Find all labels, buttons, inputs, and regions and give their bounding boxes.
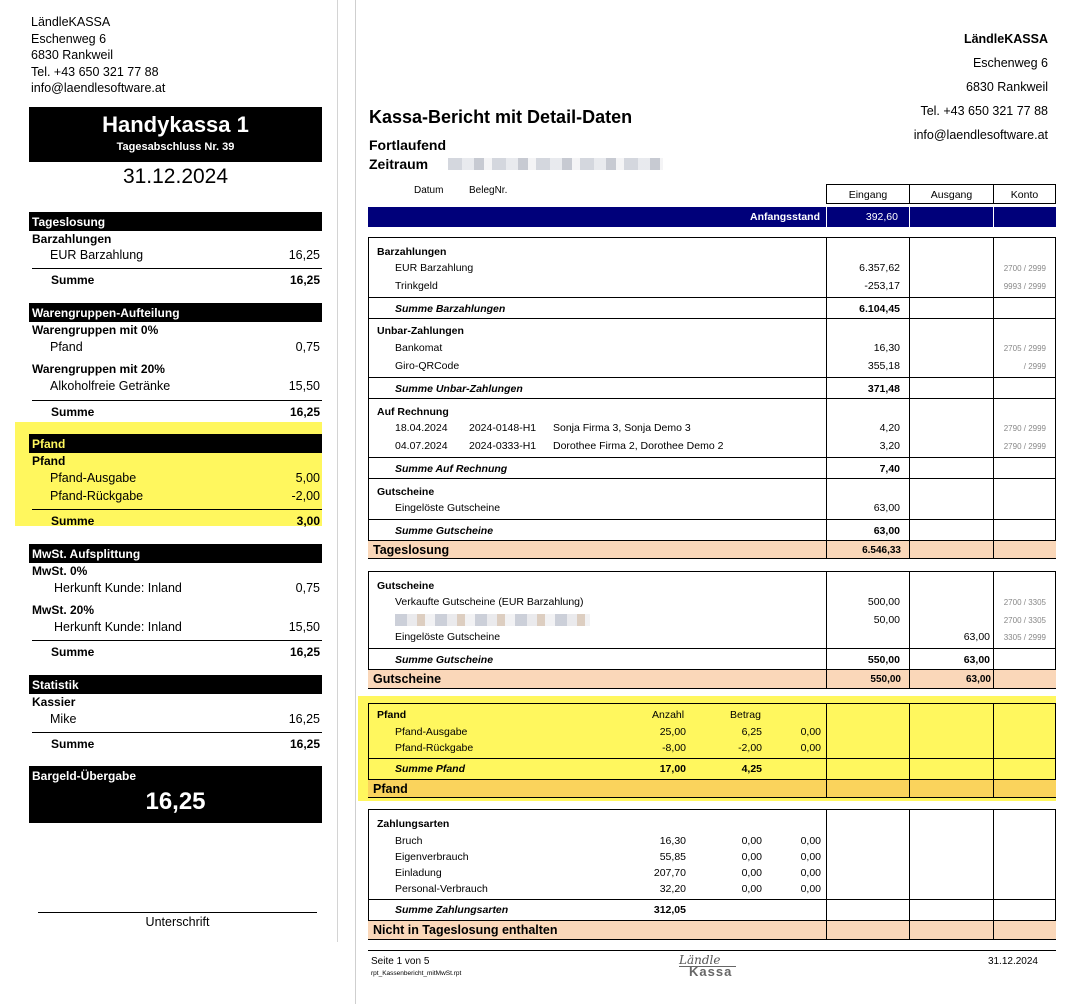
group-zahlungsarten: Zahlungsarten	[377, 818, 450, 830]
sum-value: 371,48	[867, 383, 900, 395]
block-top-line	[368, 571, 1056, 572]
row-label: Pfand-Rückgabe	[395, 742, 474, 754]
sum-anzahl: 17,00	[659, 763, 686, 775]
report-company-street: Eschenweg 6	[972, 56, 1048, 70]
row-label: Eigenverbrauch	[395, 851, 469, 863]
report-company-name: LändleKASSA	[963, 32, 1048, 46]
tageslosung-total-value: 6.546,33	[862, 545, 901, 556]
receipt-sum-value: 3,00	[296, 514, 320, 528]
report-company-email: info@laendlesoftware.at	[913, 128, 1048, 142]
col-sep	[826, 207, 827, 227]
row-date: 18.04.2024	[395, 422, 448, 434]
receipt-group-pfand: Pfand	[32, 454, 66, 468]
col-sep	[826, 920, 827, 940]
col-sep	[909, 920, 910, 940]
receipt-sum	[32, 509, 322, 528]
receipt-sum	[32, 640, 322, 659]
block-top-line	[368, 703, 1056, 704]
receipt-sum-value: 16,25	[289, 737, 320, 751]
sum-line	[368, 899, 1056, 900]
row-beleg: 2024-0333-H1	[469, 440, 537, 452]
row-b: 0,00	[741, 835, 762, 847]
nicht-in-tageslosung-label: Nicht in Tageslosung enthalten	[373, 923, 558, 937]
row-label: Giro-QRCode	[395, 360, 460, 372]
group-gutscheine-2: Gutscheine	[377, 580, 435, 592]
row-extra: 0,00	[800, 726, 821, 738]
tageslosung-total-row	[368, 540, 1056, 559]
receipt-title: Handykassa 1	[102, 112, 249, 137]
row-anzahl: 25,00	[659, 726, 686, 738]
anfangsstand-label: Anfangsstand	[749, 211, 820, 223]
report-subtitle-fortlaufend: Fortlaufend	[369, 137, 446, 153]
receipt-line	[54, 620, 320, 634]
col-anzahl: Anzahl	[652, 709, 685, 721]
row-name: Dorothee Firma 2, Dorothee Demo 2	[553, 440, 724, 452]
report-title: Kassa-Bericht mit Detail-Daten	[369, 107, 633, 127]
row-label: Pfand-Ausgabe	[395, 726, 468, 738]
sum-label: Summe Auf Rechnung	[395, 463, 508, 475]
receipt-sum	[32, 732, 322, 751]
receipt-section-mwst: MwSt. Aufsplittung	[29, 544, 322, 563]
receipt-date: 31.12.2024	[122, 165, 229, 188]
row-label: EUR Barzahlung	[395, 262, 474, 274]
row-label: Eingelöste Gutscheine	[395, 631, 501, 643]
row-konto: 2705 / 2999	[1003, 344, 1046, 353]
receipt-group-mwst0: MwSt. 0%	[32, 564, 88, 578]
row-betrag: -2,00	[738, 742, 762, 754]
receipt-line-label: Pfand-Ausgabe	[50, 471, 137, 485]
receipt-sum-label: Summe	[51, 737, 95, 751]
receipt-company-city: 6830 Rankweil	[31, 48, 113, 62]
receipt-line-label: Pfand-Rückgabe	[50, 489, 144, 503]
logo-bottom-text: Kassa	[689, 964, 733, 979]
row-beleg: 2024-0148-H1	[469, 422, 537, 434]
sum-value: 7,40	[879, 463, 900, 475]
gutscheine-total-eingang: 550,00	[870, 674, 901, 685]
row-konto: 2790 / 2999	[1003, 442, 1046, 451]
row-label: Verkaufte Gutscheine (EUR Barzahlung)	[395, 596, 584, 608]
redacted-row-label	[395, 614, 590, 626]
row-eingang: 3,20	[879, 440, 900, 452]
receipt-sum-label: Summe	[51, 645, 95, 659]
receipt-group-barzahlungen: Barzahlungen	[32, 232, 112, 246]
receipt-sum-value: 16,25	[289, 273, 320, 287]
footer-date: 31.12.2024	[987, 956, 1038, 967]
receipt-line-value: 0,75	[295, 340, 320, 354]
row-b: 0,00	[741, 883, 762, 895]
row-label: Einladung	[395, 867, 442, 879]
receipt-line-value: 16,25	[288, 712, 320, 726]
signature-label: Unterschrift	[145, 915, 210, 929]
row-a: 207,70	[653, 867, 686, 879]
receipt-sum-value: 16,25	[289, 645, 320, 659]
receipt-subtitle: Tagesabschluss Nr. 39	[116, 141, 235, 153]
receipt-company-name: LändleKASSA	[31, 15, 111, 29]
row-label: Personal-Verbrauch	[395, 883, 488, 895]
receipt-section-statistik: Statistik	[29, 675, 322, 694]
row-c: 0,00	[800, 867, 821, 879]
row-a: 32,20	[659, 883, 686, 895]
receipt-section-warengruppen: Warengruppen-Aufteilung	[29, 303, 322, 322]
row-eingang: 500,00	[867, 596, 900, 608]
sum-line	[368, 648, 1056, 649]
report-company-address	[914, 27, 1048, 147]
receipt-line	[54, 581, 320, 595]
footer-line	[368, 950, 1056, 951]
receipt-bargeld-label: Bargeld-Übergabe	[32, 769, 137, 783]
col-sep	[826, 669, 827, 689]
col-sep	[993, 669, 994, 689]
receipt-line-value: -2,00	[291, 489, 320, 503]
col-sep	[993, 540, 994, 559]
col-sep	[909, 779, 910, 798]
sum-label: Summe Gutscheine	[395, 525, 494, 537]
row-konto: 2700 / 3305	[1003, 616, 1046, 625]
row-label: Bruch	[395, 835, 423, 847]
report-company-city: 6830 Rankweil	[966, 80, 1048, 94]
gutscheine-total-row	[368, 669, 1056, 689]
col-sep	[826, 540, 827, 559]
receipt-line-value: 15,50	[288, 379, 320, 393]
footer-file: rpt_Kassenbericht_mitMwSt.rpt	[371, 970, 462, 977]
block-top-line	[368, 237, 1056, 238]
receipt-section-pfand	[29, 434, 322, 453]
anfangsstand-value: 392,60	[865, 211, 898, 223]
receipt-section-tageslosung: Tageslosung	[29, 212, 322, 231]
receipt-line-value: 5,00	[295, 471, 320, 485]
row-ausgang: 63,00	[963, 631, 990, 643]
col-betrag: Betrag	[730, 709, 761, 721]
sum-ausgang: 63,00	[963, 654, 990, 666]
receipt-group-kassier: Kassier	[32, 695, 76, 709]
receipt-bargeld-block	[29, 766, 322, 823]
redacted-period	[448, 158, 663, 170]
sum-eingang: 550,00	[867, 654, 900, 666]
sum-line	[368, 377, 1056, 378]
receipt-bargeld-value: 16,25	[145, 788, 206, 815]
receipt-line-label: Herkunft Kunde: Inland	[54, 620, 182, 634]
receipt-company-street: Eschenweg 6	[31, 31, 107, 46]
header-belegnr: BelegNr.	[469, 185, 508, 196]
sum-label: Summe Pfand	[395, 763, 466, 775]
report-company-phone: Tel. +43 650 321 77 88	[920, 104, 1048, 118]
receipt-sum-label: Summe	[51, 273, 95, 287]
panel-divider	[355, 0, 356, 1004]
receipt-pfand-layer	[15, 0, 337, 942]
receipt-line-label: Pfand	[50, 340, 83, 354]
row-label: Trinkgeld	[395, 280, 438, 292]
row-konto: / 2999	[1023, 362, 1046, 371]
receipt-sum-value: 16,25	[289, 405, 320, 419]
receipt-company-email: info@laendlesoftware.at	[31, 81, 166, 95]
row-label: Bankomat	[395, 342, 443, 354]
row-eingang: 355,18	[867, 360, 900, 372]
tageslosung-total-label: Tageslosung	[373, 543, 450, 557]
receipt-line-value: 16,25	[288, 248, 320, 262]
receipt-line	[50, 471, 320, 485]
row-c: 0,00	[800, 851, 821, 863]
row-b: 0,00	[741, 867, 762, 879]
anfangsstand-row	[368, 207, 1056, 227]
receipt-section-pfand-label: Pfand	[32, 437, 66, 451]
row-anzahl: -8,00	[662, 742, 686, 754]
sum-label: Summe Unbar-Zahlungen	[395, 383, 523, 395]
header-konto: Konto	[993, 184, 1056, 204]
gutscheine-total-label: Gutscheine	[373, 672, 442, 686]
group-pfand: Pfand	[377, 709, 407, 721]
row-konto: 3305 / 2999	[1003, 633, 1046, 642]
sum-line	[368, 457, 1056, 458]
header-ausgang: Ausgang	[909, 184, 994, 204]
col-sep	[909, 207, 910, 227]
group-gutscheine: Gutscheine	[377, 486, 435, 498]
receipt-group-wg0: Warengruppen mit 0%	[32, 323, 159, 337]
col-sep	[993, 207, 994, 227]
col-sep	[993, 779, 994, 798]
group-rechnung: Auf Rechnung	[377, 406, 449, 418]
sum-label: Summe Gutscheine	[395, 654, 494, 666]
receipt-sum-label: Summe	[51, 405, 95, 419]
header-eingang: Eingang	[826, 184, 910, 204]
sum-label: Summe Barzahlungen	[395, 303, 506, 315]
laendlekassa-logo	[679, 953, 737, 979]
sum-line	[368, 478, 1056, 479]
row-konto: 2790 / 2999	[1003, 424, 1046, 433]
row-c: 0,00	[800, 835, 821, 847]
receipt-line-label: Mike	[50, 712, 77, 726]
receipt-line-label: Herkunft Kunde: Inland	[54, 581, 182, 595]
receipt-line-label: EUR Barzahlung	[50, 248, 144, 262]
group-barzahlungen: Barzahlungen	[377, 246, 447, 258]
row-betrag: 6,25	[741, 726, 762, 738]
row-extra: 0,00	[800, 742, 821, 754]
col-sep	[993, 920, 994, 940]
gutscheine-total-ausgang: 63,00	[965, 674, 991, 685]
row-konto: 2700 / 3305	[1003, 598, 1046, 607]
header-datum: Datum	[414, 185, 444, 196]
receipt-line-value: 15,50	[288, 620, 320, 634]
receipt-company-phone: Tel. +43 650 321 77 88	[31, 64, 159, 79]
receipt-group-mwst20: MwSt. 20%	[32, 603, 95, 617]
pfand-total-label: Pfand	[373, 782, 408, 796]
row-eingang: 16,30	[873, 342, 900, 354]
col-sep	[909, 540, 910, 559]
col-sep	[909, 669, 910, 689]
sum-betrag: 4,25	[741, 763, 762, 775]
sum-line	[368, 318, 1056, 319]
receipt-line-label: Alkoholfreie Getränke	[50, 379, 171, 393]
row-b: 0,00	[741, 851, 762, 863]
logo-top-text: Ländle	[679, 953, 721, 967]
sum-line	[368, 758, 1056, 759]
row-eingang: 63,00	[873, 502, 900, 514]
signature-line	[38, 912, 317, 913]
sum-value: 312,05	[653, 904, 686, 916]
row-konto: 9993 / 2999	[1003, 282, 1046, 291]
sum-label: Summe Zahlungsarten	[395, 904, 509, 916]
pfand-total-row	[368, 779, 1056, 798]
sum-line	[368, 398, 1056, 399]
sum-line	[368, 519, 1056, 520]
row-date: 04.07.2024	[395, 440, 448, 452]
row-eingang: 4,20	[879, 422, 900, 434]
sum-line	[368, 297, 1056, 298]
group-unbar: Unbar-Zahlungen	[377, 325, 464, 337]
nicht-in-tageslosung-row	[368, 920, 1056, 940]
receipt-sum-label: Summe	[51, 514, 95, 528]
row-name: Sonja Firma 3, Sonja Demo 3	[553, 422, 691, 434]
report-subtitle-zeitraum: Zeitraum	[369, 156, 429, 172]
col-sep	[826, 779, 827, 798]
row-a: 55,85	[659, 851, 686, 863]
footer-page: Seite 1 von 5	[371, 956, 430, 967]
row-konto: 2700 / 2999	[1003, 264, 1046, 273]
receipt-line	[50, 489, 320, 503]
receipt-line	[50, 712, 320, 726]
block-top-line	[368, 809, 1056, 810]
row-c: 0,00	[800, 883, 821, 895]
receipt-line-value: 0,75	[295, 581, 320, 595]
row-eingang: -253,17	[864, 280, 900, 292]
sum-value: 63,00	[873, 525, 900, 537]
row-label: Eingelöste Gutscheine	[395, 502, 501, 514]
receipt-group-wg20: Warengruppen mit 20%	[32, 362, 165, 376]
row-eingang: 6.357,62	[859, 262, 900, 274]
sum-value: 6.104,45	[859, 303, 900, 315]
row-eingang: 50,00	[873, 614, 900, 626]
row-a: 16,30	[659, 835, 686, 847]
